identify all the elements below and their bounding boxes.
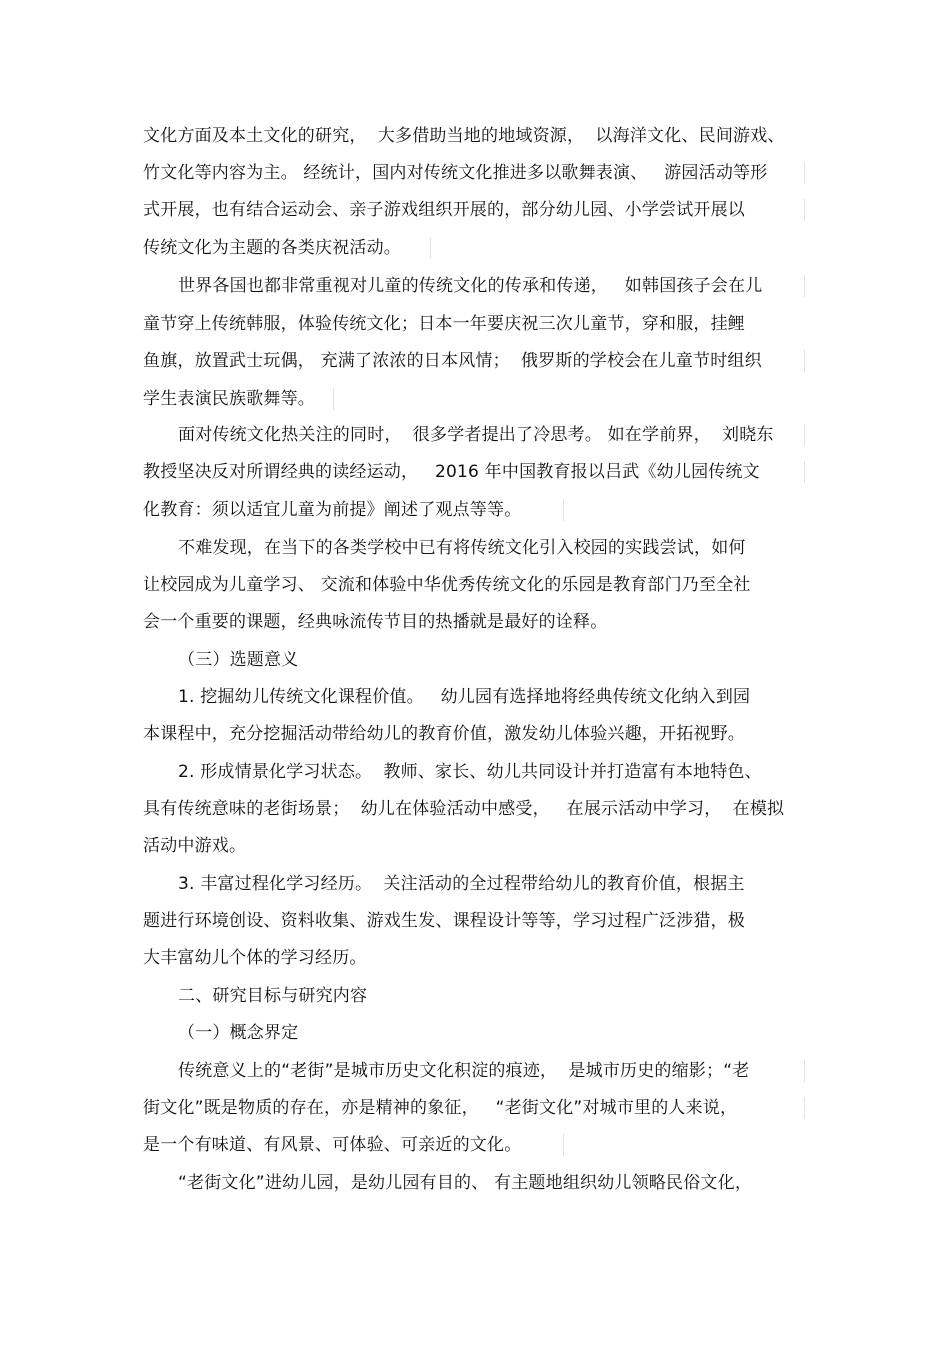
margin-mark [804, 1060, 805, 1082]
margin-mark [804, 162, 805, 184]
text-line: 学生表演民族歌舞等。 [143, 389, 315, 409]
text-line: 2. 形成情景化学习状态。 教师、家长、幼儿共同设计并打造富有本地特色、 [178, 762, 762, 782]
text-line: 世界各国也都非常重视对儿童的传统文化的传承和传递， 如韩国孩子会在儿 [178, 276, 763, 296]
text-line: 文化方面及本土文化的研究， 大多借助当地的地域资源， 以海洋文化、民间游戏、 [143, 126, 785, 146]
margin-mark [563, 499, 564, 521]
text-line: 是一个有味道、有风景、可体验、可亲近的文化。 [143, 1135, 522, 1155]
margin-mark [804, 350, 805, 372]
margin-mark [333, 388, 334, 410]
text-line: “老街文化”进幼儿园，是幼儿园有目的、 有主题地组织幼儿领略民俗文化， [178, 1173, 753, 1193]
margin-mark [430, 237, 431, 259]
text-line: 传统文化为主题的各类庆祝活动。 [143, 238, 401, 258]
text-line: 不难发现，在当下的各类学校中已有将传统文化引入校园的实践尝试，如何 [178, 538, 746, 558]
margin-mark [804, 424, 805, 446]
margin-mark [804, 199, 805, 221]
margin-mark [563, 1134, 564, 1156]
text-line: 化教育：须以适宜儿童为前提》阐述了观点等等。 [143, 500, 522, 520]
text-line: 大丰富幼儿个体的学习经历。 [143, 948, 367, 968]
text-line: 活动中游戏。 [143, 836, 247, 856]
margin-mark [804, 275, 805, 297]
text-line: 街文化”既是物质的存在，亦是精神的象征， “老街文化”对城市里的人来说， [143, 1098, 738, 1118]
text-line: 教授坚决反对所谓经典的读经运动， 2016 年中国教育报以吕武《幼儿园传统文 [143, 462, 760, 482]
margin-mark [804, 461, 805, 483]
text-line: 式开展，也有结合运动会、亲子游戏组织开展的，部分幼儿园、小学尝试开展以 [143, 200, 745, 220]
text-line: 童节穿上传统韩服，体验传统文化；日本一年要庆祝三次儿童节，穿和服，挂鲤 [143, 314, 745, 334]
text-line: 传统意义上的“老街”是城市历史文化积淀的痕迹， 是城市历史的缩影；“老 [178, 1061, 750, 1081]
section-heading: 二、研究目标与研究内容 [178, 986, 368, 1006]
margin-mark [804, 1097, 805, 1119]
text-line: 让校园成为儿童学习、 交流和体验中华优秀传统文化的乐园是教育部门乃至全社 [143, 575, 751, 595]
text-line: 3. 丰富过程化学习经历。 关注活动的全过程带给幼儿的教育价值，根据主 [178, 874, 745, 894]
text-line: 鱼旗，放置武士玩偶， 充满了浓浓的日本风情； 俄罗斯的学校会在儿童节时组织 [143, 351, 762, 371]
text-line: 题进行环境创设、资料收集、游戏生发、课程设计等等，学习过程广泛涉猎，极 [143, 911, 745, 931]
text-line: 具有传统意味的老街场景； 幼儿在体验活动中感受， 在展示活动中学习， 在模拟 [143, 799, 785, 819]
section-heading: （一）概念界定 [178, 1023, 299, 1043]
section-heading: （三）选题意义 [178, 650, 299, 670]
text-line: 会一个重要的课题，经典咏流传节目的热播就是最好的诠释。 [143, 612, 608, 632]
text-line: 1. 挖掘幼儿传统文化课程价值。 幼儿园有选择地将经典传统文化纳入到园 [178, 687, 751, 707]
text-line: 面对传统文化热关注的同时， 很多学者提出了冷思考。 如在学前界， 刘晓东 [178, 425, 774, 445]
text-line: 竹文化等内容为主。 经统计，国内对传统文化推进多以歌舞表演、 游园活动等形 [143, 163, 768, 183]
text-line: 本课程中，充分挖掘活动带给幼儿的教育价值，激发幼儿体验兴趣，开拓视野。 [143, 724, 745, 744]
